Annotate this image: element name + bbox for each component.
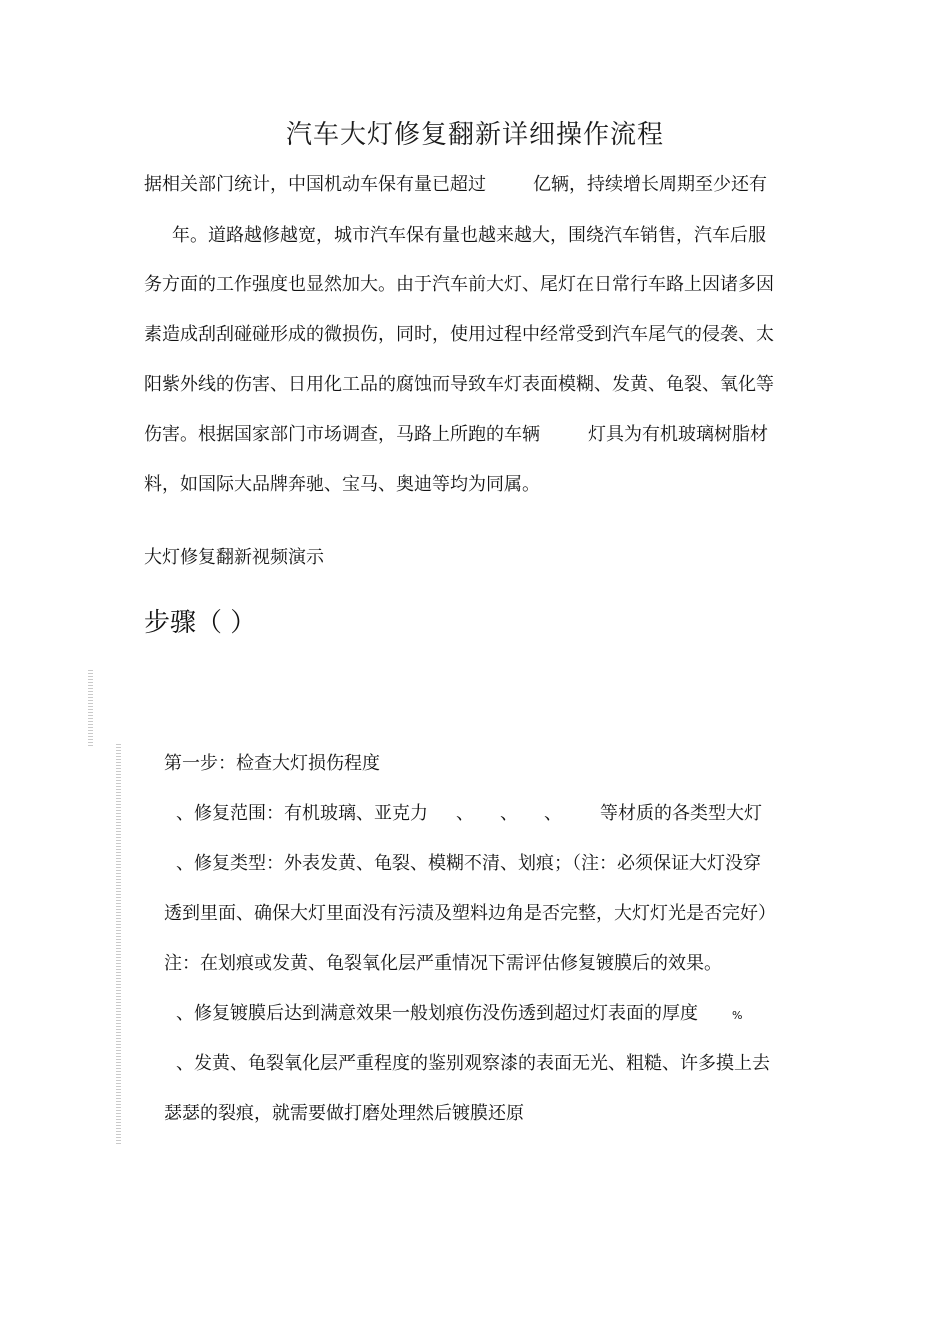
step-line-note	[164, 952, 722, 976]
oxidation-text: 、发黄、龟裂氧化层严重程度的鉴别观察漆的表面无光、粗糙、许多摸上去	[176, 1053, 770, 1074]
step-line-oxidation	[176, 1052, 770, 1076]
step-one-heading	[164, 752, 380, 776]
intro-line-7-text: 料，如国际大品牌奔驰、宝马、奥迪等均为同属。	[144, 474, 540, 495]
intro-line-3	[144, 273, 774, 297]
coating-result-text: 、修复镀膜后达到满意效果一般划痕伤没伤透到超过灯表面的厚度	[176, 1003, 698, 1024]
intro-line-7	[144, 473, 540, 497]
step-line-repair-type-cont	[164, 902, 776, 926]
intro-line-4	[144, 323, 774, 347]
repair-type-cont-text: 透到里面、确保大灯里面没有污渍及塑料边角是否完整，大灯灯光是否完好）	[164, 903, 776, 924]
repair-scope-sep-1: 、	[456, 803, 474, 824]
oxidation-cont-text: 瑟瑟的裂痕，就需要做打磨处理然后镀膜还原	[164, 1103, 524, 1124]
intro-line-5-text: 阳紫外线的伤害、日用化工品的腐蚀而导致车灯表面模糊、发黄、龟裂、氧化等	[144, 374, 774, 395]
step-line-repair-type	[176, 852, 761, 876]
step-one-heading-text: 第一步：检查大灯损伤程度	[164, 753, 380, 774]
intro-line-4-text: 素造成刮刮碰碰形成的微损伤，同时，使用过程中经常受到汽车尾气的侵袭、太	[144, 324, 774, 345]
repair-scope-sep-3: 、	[544, 803, 562, 824]
intro-line-1	[144, 173, 767, 197]
intro-line-2	[172, 224, 766, 248]
margin-marker-steps	[116, 744, 121, 1144]
intro-line-6-part-b: 灯具为有机玻璃树脂材	[588, 424, 768, 445]
intro-line-6	[144, 423, 768, 447]
intro-line-1-part-b: 亿辆，持续增长周期至少还有	[533, 174, 767, 195]
document-title: 汽车大灯修复翻新详细操作流程	[285, 120, 664, 150]
note-text: 注：在划痕或发黄、龟裂氧化层严重情况下需评估修复镀膜后的效果。	[164, 953, 722, 974]
intro-line-5	[144, 373, 774, 397]
repair-type-text: 、修复类型：外表发黄、龟裂、模糊不清、划痕；（注：必须保证大灯没穿	[176, 853, 761, 874]
step-line-oxidation-cont	[164, 1102, 524, 1126]
margin-marker-top	[88, 670, 93, 746]
intro-line-2-text: 年。道路越修越宽，城市汽车保有量也越来越大，围绕汽车销售，汽车后服	[172, 225, 766, 246]
coating-result-percent: %	[732, 1009, 743, 1022]
repair-scope-part-a: 、修复范围：有机玻璃、亚克力	[176, 803, 428, 824]
step-line-coating-result	[176, 1002, 742, 1028]
repair-scope-sep-2: 、	[500, 803, 518, 824]
intro-line-3-text: 务方面的工作强度也显然加大。由于汽车前大灯、尾灯在日常行车路上因诸多因	[144, 274, 774, 295]
video-demo-link[interactable]: 大灯修复翻新视频演示	[144, 547, 324, 568]
step-line-repair-scope	[176, 802, 762, 826]
intro-line-6-part-a: 伤害。根据国家部门市场调查，马路上所跑的车辆	[144, 424, 540, 445]
intro-line-1-part-a: 据相关部门统计，中国机动车保有量已超过	[144, 174, 486, 195]
repair-scope-part-e: 等材质的各类型大灯	[600, 803, 762, 824]
steps-heading: 步骤（ ）	[144, 608, 257, 638]
